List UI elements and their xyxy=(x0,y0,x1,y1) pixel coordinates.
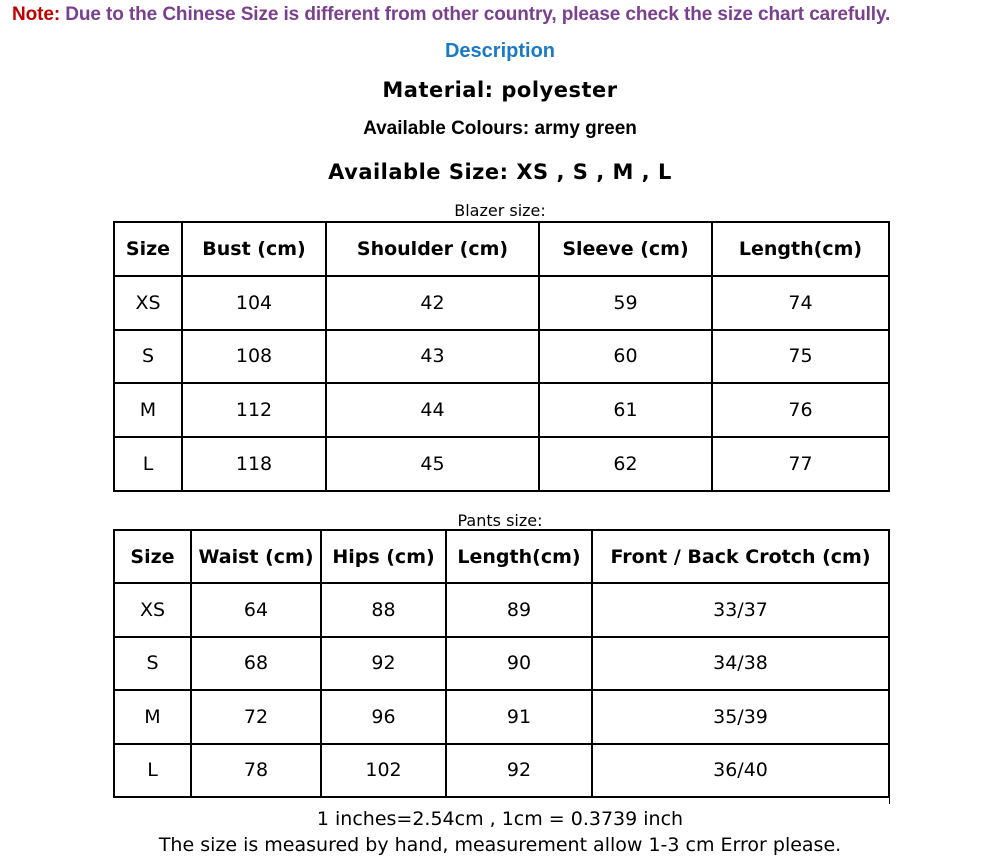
table-cell: 42 xyxy=(326,276,539,330)
description-heading: Description xyxy=(444,40,556,62)
table-cell: 92 xyxy=(321,637,446,690)
header-cell: Length(cm) xyxy=(446,530,592,583)
colours-line: Available Colours: army green xyxy=(363,118,637,139)
size-note xyxy=(12,4,994,26)
table-row xyxy=(114,583,889,636)
table-cell: 45 xyxy=(326,437,539,491)
table-row xyxy=(114,276,889,330)
unit-conversion: 1 inches=2.54cm , 1cm = 0.3739 inch xyxy=(316,808,684,830)
available-sizes-line: Available Size: XS , S , M , L xyxy=(328,160,672,184)
table-row xyxy=(114,744,889,797)
header-cell: Length(cm) xyxy=(712,222,889,276)
pants-size-table xyxy=(113,529,890,798)
table-cell: 112 xyxy=(182,383,326,437)
table-cell: 78 xyxy=(191,744,321,797)
table-cell: L xyxy=(114,744,191,797)
pants-caption: Pants size: xyxy=(457,511,543,530)
table-cell: XS xyxy=(114,583,191,636)
table-cell: 90 xyxy=(446,637,592,690)
table-cell: M xyxy=(114,383,182,437)
header-cell: Sleeve (cm) xyxy=(539,222,712,276)
header-cell: Waist (cm) xyxy=(191,530,321,583)
table-header-row xyxy=(114,530,889,583)
table-cell: 61 xyxy=(539,383,712,437)
table-row xyxy=(114,637,889,690)
table-cell: 62 xyxy=(539,437,712,491)
table-cell: 64 xyxy=(191,583,321,636)
table-cell: 108 xyxy=(182,330,326,384)
material-line: Material: polyester xyxy=(382,78,618,102)
blazer-caption: Blazer size: xyxy=(454,201,546,220)
table-cell: 43 xyxy=(326,330,539,384)
header-cell: Size xyxy=(114,530,191,583)
header-cell: Bust (cm) xyxy=(182,222,326,276)
table-row xyxy=(114,437,889,491)
table-row xyxy=(114,690,889,743)
table-cell: 34/38 xyxy=(592,637,889,690)
table-cell: 77 xyxy=(712,437,889,491)
table-cell: 104 xyxy=(182,276,326,330)
blazer-size-table xyxy=(113,221,890,492)
table-cell: 74 xyxy=(712,276,889,330)
table-cell: 33/37 xyxy=(592,583,889,636)
table-cell: 72 xyxy=(191,690,321,743)
header-cell: Hips (cm) xyxy=(321,530,446,583)
table-cell: 44 xyxy=(326,383,539,437)
note-text: Due to the Chinese Size is different from other country, please check the size chart carefully. xyxy=(65,4,891,25)
table-header-row xyxy=(114,222,889,276)
header-cell: Front / Back Crotch (cm) xyxy=(592,530,889,583)
table-cell: 102 xyxy=(321,744,446,797)
table-cell: 59 xyxy=(539,276,712,330)
note-label: Note: xyxy=(12,4,61,25)
table-cell: 60 xyxy=(539,330,712,384)
table-row xyxy=(114,330,889,384)
table-cell: S xyxy=(114,637,191,690)
table-cell: 91 xyxy=(446,690,592,743)
table-cell: XS xyxy=(114,276,182,330)
table-cell: 92 xyxy=(446,744,592,797)
table-cell: 118 xyxy=(182,437,326,491)
table-cell: 75 xyxy=(712,330,889,384)
table-cell: L xyxy=(114,437,182,491)
table-row xyxy=(114,383,889,437)
table-cell: 76 xyxy=(712,383,889,437)
header-cell: Shoulder (cm) xyxy=(326,222,539,276)
table-cell: 36/40 xyxy=(592,744,889,797)
header-cell: Size xyxy=(114,222,182,276)
table-cell: S xyxy=(114,330,182,384)
table-cell: 35/39 xyxy=(592,690,889,743)
stray-tick-mark xyxy=(889,786,890,804)
table-cell: 68 xyxy=(191,637,321,690)
table-cell: M xyxy=(114,690,191,743)
table-cell: 96 xyxy=(321,690,446,743)
table-cell: 89 xyxy=(446,583,592,636)
measurement-disclaimer: The size is measured by hand, measurement allow 1-3 cm Error please. xyxy=(158,834,842,856)
table-cell: 88 xyxy=(321,583,446,636)
